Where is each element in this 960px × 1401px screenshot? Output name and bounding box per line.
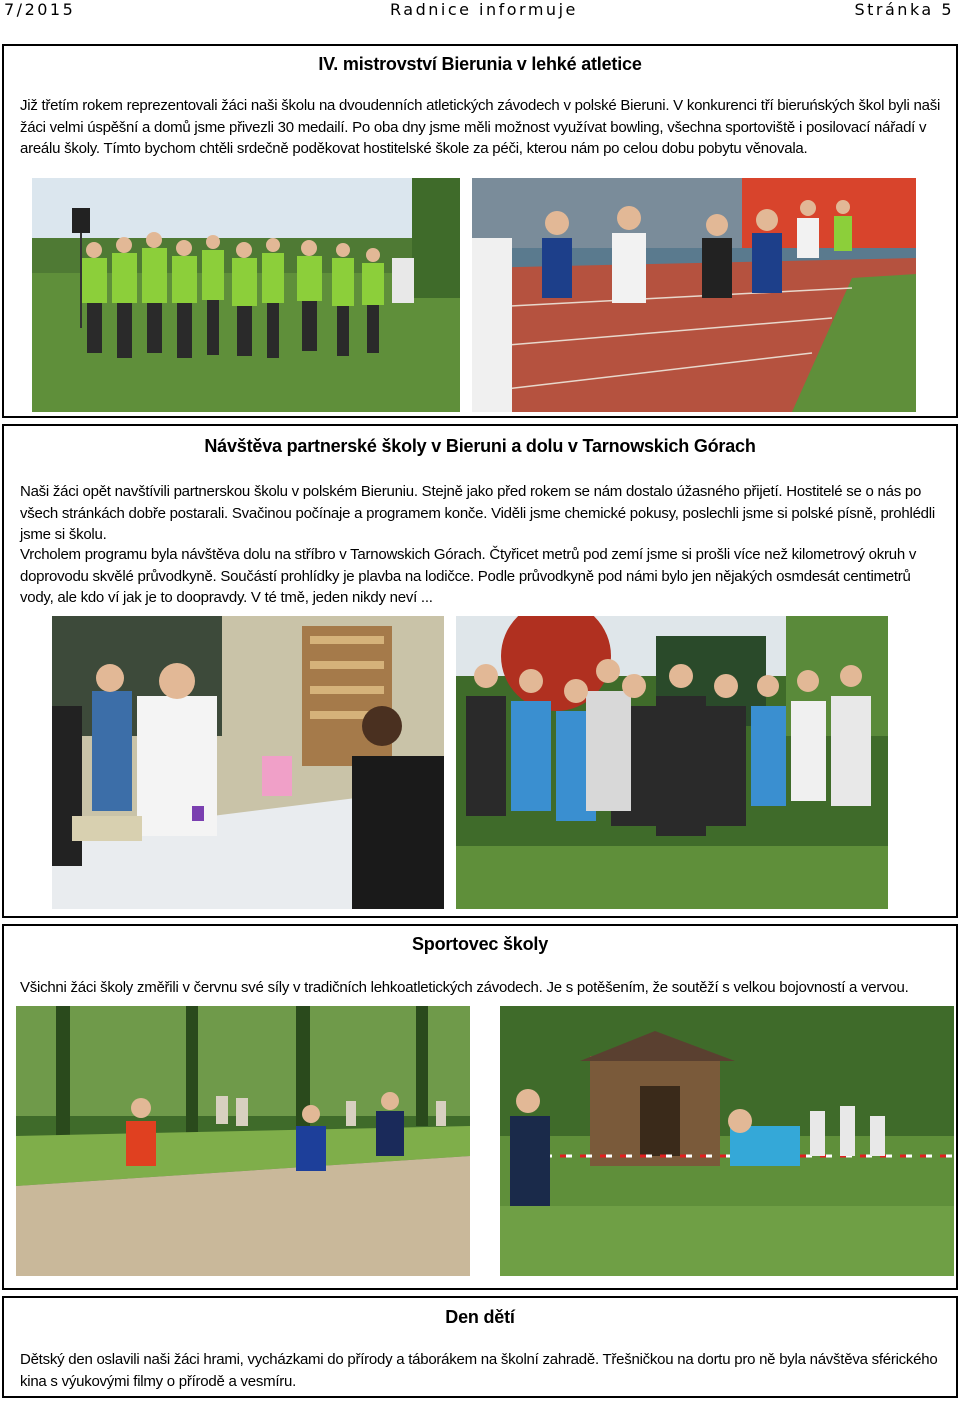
section-paragraph: Již třetím rokem reprezentovali žáci naši školu na dvoudenních atletických závodech v polské Bieruni. V konkurenci tří bieruńských škol byli naši žáci velmi úspěšní a domů jsme přivezli 30 medailí. Po oba dny jsme měli možnost využívat bowling, všechna sportoviště i posilovací nářadí v areálu školy. Tímto bychom chtěli srdečně poděkovat hostitelské škole za péči, kterou nám po celou dobu pobytu věnovala. xyxy=(20,97,941,157)
section-title: IV. mistrovství Bierunia v lehké atletice xyxy=(318,54,642,74)
section-title: Sportovec školy xyxy=(411,934,549,954)
section-paragraph: Všichni žáci školy změřili v červnu své síly v tradičních lehkoatletických závodech. Je s potěšením, že soutěží s velkou bojovností a vervou. xyxy=(20,979,909,996)
photo-group-at-mine xyxy=(456,616,888,909)
section-athletics xyxy=(2,44,958,418)
photo-children-running-path xyxy=(16,1006,470,1276)
photo-chemistry-lab xyxy=(52,616,444,909)
publication-title: Radnice informuje xyxy=(390,0,578,19)
photo-boys-running-track xyxy=(472,178,916,412)
section-partner-school xyxy=(2,424,958,918)
photo-high-jump xyxy=(500,1006,954,1276)
section-paragraph: Naši žáci opět navštívili partnerskou školu v polském Bieruniu. Stejně jako před rokem se nám dostalo úžasného přijetí. Hostitelé se o nás po všech stránkách dobře postarali. Svačinou počínaje a programem konče. Viděli jsme chemické pokusy, poslechli jsme si polské písně, prohlédli jsme si školu. xyxy=(20,483,935,543)
issue-number: 7/2015 xyxy=(4,0,76,19)
section-paragraph: Vrcholem programu byla návštěva dolu na stříbro v Tarnowskich Górach. Čtyřicet metrů pod zemí jsme si prošli více než kilometrový okruh v doprovodu skvělé průvodkyně. Součástí prohlídky je plavba na lodičce. Podle průvodkyně pod námi bylo jen nějakých osmdesát centimetrů vody, ale kdo ví jak je to doopravdy. V té tmě, jeden nikdy neví ... xyxy=(20,546,917,606)
section-title: Den dětí xyxy=(445,1307,515,1327)
section-athlete-of-school xyxy=(2,924,958,1290)
page-header xyxy=(0,0,960,20)
photo-team-on-field xyxy=(32,178,460,412)
page-number: Stránka 5 xyxy=(854,0,954,19)
section-paragraph: Dětský den oslavili naši žáci hrami, vycházkami do přírody a táborákem na školní zahradě. Třešničkou na dortu pro ně byla návštěva sférického kina s výukovými filmy o přírodě a vesmíru. xyxy=(20,1351,938,1390)
section-childrens-day xyxy=(2,1296,958,1398)
section-title: Návštěva partnerské školy v Bieruni a dolu v Tarnowskich Górach xyxy=(204,436,756,456)
